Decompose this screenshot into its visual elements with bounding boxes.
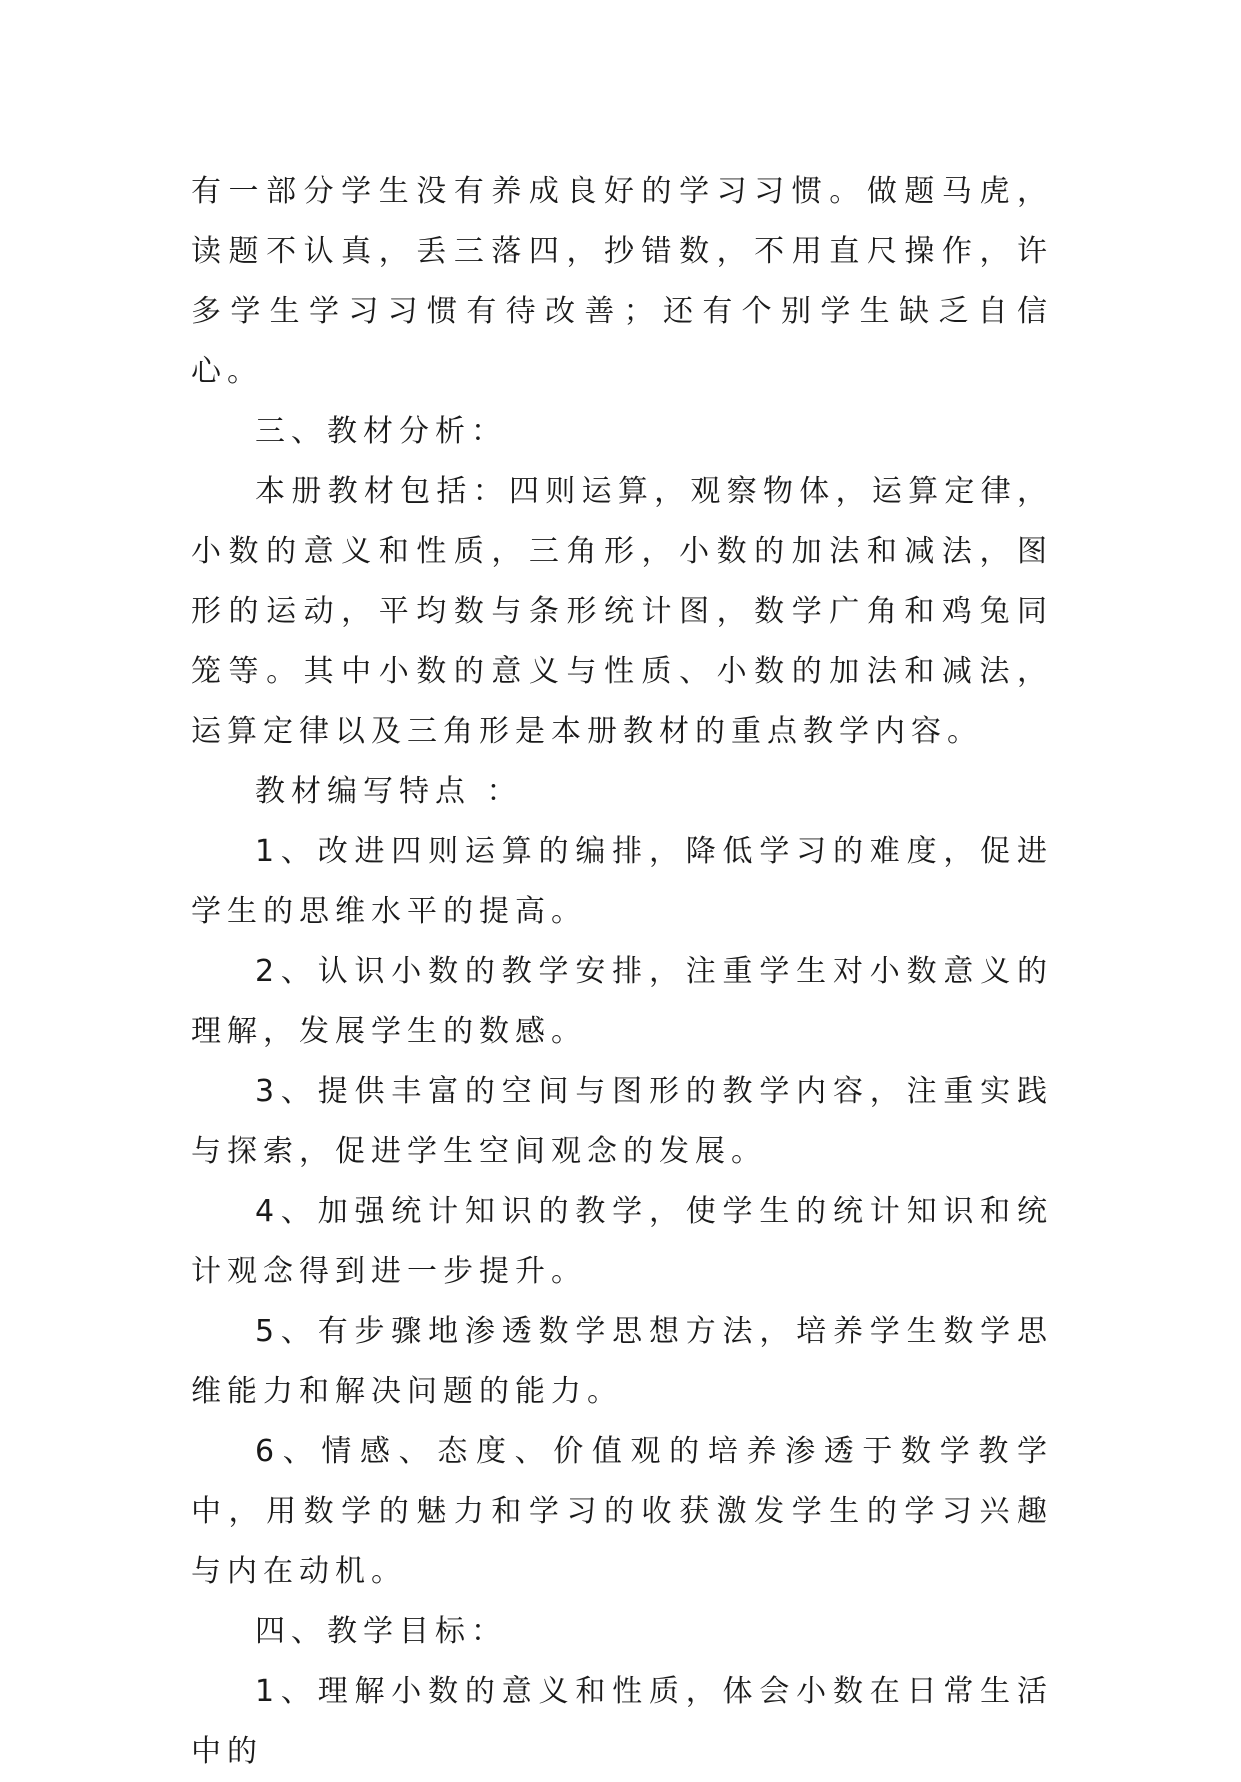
list-item-feature-2: 2、认识小数的教学安排，注重学生对小数意义的理解，发展学生的数感。 (191, 954, 1053, 1049)
paragraph-textbook-contents: 本册教材包括：四则运算，观察物体，运算定律，小数的意义和性质，三角形，小数的加法和减法，图形的运动，平均数与条形统计图，数学广角和鸡兔同笼等。其中小数的意义与性质、小数的加法和减法，运算定律以及三角形是本册教材的重点教学内容。 (191, 474, 1053, 749)
list-item-feature-1: 1、改进四则运算的编排，降低学习的难度，促进学生的思维水平的提高。 (191, 834, 1053, 929)
heading-textbook-features: 教材编写特点 ： (255, 774, 523, 809)
paragraph-study-habits: 有一部分学生没有养成良好的学习习惯。做题马虎，读题不认真，丢三落四，抄错数，不用直尺操作，许多学生学习习惯有待改善；还有个别学生缺乏自信心。 (191, 174, 1053, 389)
document-body (191, 162, 1053, 1782)
list-item-feature-6: 6、情感、态度、价值观的培养渗透于数学教学中，用数学的魅力和学习的收获激发学生的学习兴趣与内在动机。 (191, 1434, 1053, 1589)
heading-textbook-analysis: 三、教材分析： (255, 414, 507, 449)
list-item-goal-1: 1、理解小数的意义和性质，体会小数在日常生活中的 (191, 1674, 1053, 1769)
heading-teaching-goals: 四、教学目标： (255, 1614, 507, 1649)
list-item-feature-4: 4、加强统计知识的教学，使学生的统计知识和统计观念得到进一步提升。 (191, 1194, 1053, 1289)
list-item-feature-3: 3、提供丰富的空间与图形的教学内容，注重实践与探索，促进学生空间观念的发展。 (191, 1074, 1053, 1169)
list-item-feature-5: 5、有步骤地渗透数学思想方法，培养学生数学思维能力和解决问题的能力。 (191, 1314, 1053, 1409)
